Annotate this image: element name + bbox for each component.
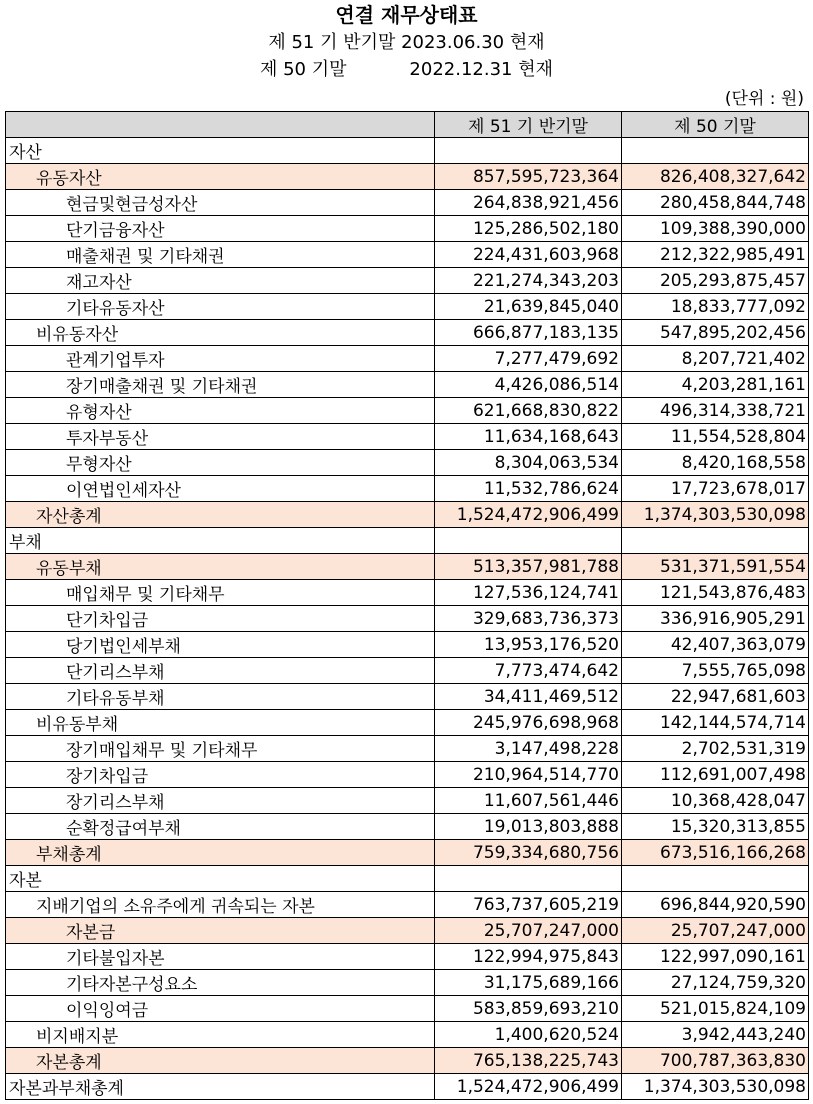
table-row (6, 398, 809, 424)
prior-period-value: 4,203,281,161 (622, 372, 809, 398)
current-period-value: 666,877,183,135 (435, 320, 622, 346)
prior-period-value: 1,374,303,530,098 (622, 1074, 809, 1100)
prior-period-value: 18,833,777,092 (622, 294, 809, 320)
period-current: 제 51 기 반기말 2023.06.30 현재 (268, 32, 545, 53)
prior-period-value: 109,388,390,000 (622, 216, 809, 242)
account-label: 비지배지분 (6, 1022, 435, 1048)
column-header-current: 제 51 기 반기말 (435, 112, 622, 138)
table-row (6, 320, 809, 346)
account-label: 현금및현금성자산 (6, 190, 435, 216)
table-row (6, 190, 809, 216)
current-period-value (435, 138, 622, 164)
current-period-value: 127,536,124,741 (435, 580, 622, 606)
account-label: 자산총계 (6, 502, 435, 528)
prior-period-value: 8,420,168,558 (622, 450, 809, 476)
table-row (6, 710, 809, 736)
current-period-value: 31,175,689,166 (435, 970, 622, 996)
table-row (6, 944, 809, 970)
prior-period-value: 205,293,875,457 (622, 268, 809, 294)
table-row (6, 918, 809, 944)
current-period-value: 583,859,693,210 (435, 996, 622, 1022)
table-row (6, 632, 809, 658)
account-label: 관계기업투자 (6, 346, 435, 372)
prior-period-value: 112,691,007,498 (622, 762, 809, 788)
table-row (6, 1074, 809, 1100)
account-label: 장기매입채무 및 기타채무 (6, 736, 435, 762)
table-row (6, 736, 809, 762)
current-period-value: 11,607,561,446 (435, 788, 622, 814)
table-row (6, 996, 809, 1022)
table-header-row (6, 112, 809, 138)
table-row (6, 294, 809, 320)
current-period-value: 264,838,921,456 (435, 190, 622, 216)
account-label: 자본 (6, 866, 435, 892)
prior-period-value: 122,997,090,161 (622, 944, 809, 970)
account-label: 유동부채 (6, 554, 435, 580)
table-row (6, 866, 809, 892)
current-period-value: 513,357,981,788 (435, 554, 622, 580)
current-period-value: 1,400,620,524 (435, 1022, 622, 1048)
account-label: 부채 (6, 528, 435, 554)
prior-period-value: 212,322,985,491 (622, 242, 809, 268)
account-label: 이익잉여금 (6, 996, 435, 1022)
account-label: 자본총계 (6, 1048, 435, 1074)
account-label: 매입채무 및 기타채무 (6, 580, 435, 606)
document-title: 연결 재무상태표 (335, 3, 478, 27)
current-period-value: 210,964,514,770 (435, 762, 622, 788)
table-row (6, 242, 809, 268)
prior-period-value: 10,368,428,047 (622, 788, 809, 814)
current-period-value: 7,277,479,692 (435, 346, 622, 372)
current-period-value: 13,953,176,520 (435, 632, 622, 658)
table-row (6, 450, 809, 476)
current-period-value: 857,595,723,364 (435, 164, 622, 190)
column-header-account (6, 112, 435, 138)
table-row (6, 892, 809, 918)
account-label: 무형자산 (6, 450, 435, 476)
account-label: 당기법인세부채 (6, 632, 435, 658)
current-period-value: 8,304,063,534 (435, 450, 622, 476)
current-period-value: 763,737,605,219 (435, 892, 622, 918)
account-label: 비유동자산 (6, 320, 435, 346)
table-row (6, 502, 809, 528)
prior-period-value: 3,942,443,240 (622, 1022, 809, 1048)
account-label: 장기차입금 (6, 762, 435, 788)
prior-period-value: 121,543,876,483 (622, 580, 809, 606)
prior-period-value: 696,844,920,590 (622, 892, 809, 918)
prior-period-value: 25,707,247,000 (622, 918, 809, 944)
current-period-value: 759,334,680,756 (435, 840, 622, 866)
table-row (6, 476, 809, 502)
prior-period-value: 280,458,844,748 (622, 190, 809, 216)
current-period-value: 1,524,472,906,499 (435, 1074, 622, 1100)
account-label: 순확정급여부채 (6, 814, 435, 840)
current-period-value: 621,668,830,822 (435, 398, 622, 424)
table-row (6, 684, 809, 710)
account-label: 자본과부채총계 (6, 1074, 435, 1100)
account-label: 장기매출채권 및 기타채권 (6, 372, 435, 398)
table-row (6, 372, 809, 398)
prior-period-value: 8,207,721,402 (622, 346, 809, 372)
unit-label: (단위 : 원) (724, 89, 804, 109)
prior-period-value: 142,144,574,714 (622, 710, 809, 736)
current-period-value: 125,286,502,180 (435, 216, 622, 242)
column-header-prior: 제 50 기말 (622, 112, 809, 138)
prior-period-value (622, 138, 809, 164)
prior-period-value: 17,723,678,017 (622, 476, 809, 502)
current-period-value: 329,683,736,373 (435, 606, 622, 632)
account-label: 단기리스부채 (6, 658, 435, 684)
table-row (6, 164, 809, 190)
table-row (6, 762, 809, 788)
table-row (6, 268, 809, 294)
prior-period-value: 700,787,363,830 (622, 1048, 809, 1074)
table-row (6, 580, 809, 606)
account-label: 자본금 (6, 918, 435, 944)
table-row (6, 788, 809, 814)
account-label: 비유동부채 (6, 710, 435, 736)
current-period-value: 11,532,786,624 (435, 476, 622, 502)
prior-period-value: 826,408,327,642 (622, 164, 809, 190)
balance-sheet-table (5, 111, 809, 1100)
account-label: 자산 (6, 138, 435, 164)
prior-period-value: 496,314,338,721 (622, 398, 809, 424)
current-period-value: 3,147,498,228 (435, 736, 622, 762)
prior-period-value: 521,015,824,109 (622, 996, 809, 1022)
prior-period-value: 7,555,765,098 (622, 658, 809, 684)
account-label: 기타유동부채 (6, 684, 435, 710)
account-label: 투자부동산 (6, 424, 435, 450)
table-row (6, 1022, 809, 1048)
table-body (6, 138, 809, 1100)
account-label: 부채총계 (6, 840, 435, 866)
current-period-value: 1,524,472,906,499 (435, 502, 622, 528)
prior-period-value: 547,895,202,456 (622, 320, 809, 346)
table-row (6, 346, 809, 372)
prior-period-value: 336,916,905,291 (622, 606, 809, 632)
account-label: 매출채권 및 기타채권 (6, 242, 435, 268)
table-row (6, 554, 809, 580)
table-row (6, 840, 809, 866)
period-prior: 제 50 기말 2022.12.31 현재 (259, 59, 553, 80)
table-row (6, 606, 809, 632)
account-label: 지배기업의 소유주에게 귀속되는 자본 (6, 892, 435, 918)
table-row (6, 138, 809, 164)
prior-period-value: 673,516,166,268 (622, 840, 809, 866)
prior-period-value: 1,374,303,530,098 (622, 502, 809, 528)
account-label: 유동자산 (6, 164, 435, 190)
account-label: 기타유동자산 (6, 294, 435, 320)
current-period-value: 21,639,845,040 (435, 294, 622, 320)
prior-period-value: 531,371,591,554 (622, 554, 809, 580)
account-label: 기타자본구성요소 (6, 970, 435, 996)
prior-period-value: 42,407,363,079 (622, 632, 809, 658)
table-row (6, 970, 809, 996)
table-row (6, 658, 809, 684)
table-row (6, 424, 809, 450)
current-period-value: 34,411,469,512 (435, 684, 622, 710)
current-period-value: 245,976,698,968 (435, 710, 622, 736)
table-row (6, 216, 809, 242)
prior-period-value: 27,124,759,320 (622, 970, 809, 996)
prior-period-value (622, 866, 809, 892)
current-period-value: 25,707,247,000 (435, 918, 622, 944)
prior-period-value: 22,947,681,603 (622, 684, 809, 710)
table-row (6, 528, 809, 554)
current-period-value: 224,431,603,968 (435, 242, 622, 268)
current-period-value: 7,773,474,642 (435, 658, 622, 684)
current-period-value: 122,994,975,843 (435, 944, 622, 970)
current-period-value: 221,274,343,203 (435, 268, 622, 294)
account-label: 장기리스부채 (6, 788, 435, 814)
current-period-value: 765,138,225,743 (435, 1048, 622, 1074)
table-row (6, 1048, 809, 1074)
prior-period-value (622, 528, 809, 554)
current-period-value: 11,634,168,643 (435, 424, 622, 450)
account-label: 유형자산 (6, 398, 435, 424)
prior-period-value: 15,320,313,855 (622, 814, 809, 840)
account-label: 기타불입자본 (6, 944, 435, 970)
table-row (6, 814, 809, 840)
prior-period-value: 2,702,531,319 (622, 736, 809, 762)
prior-period-value: 11,554,528,804 (622, 424, 809, 450)
account-label: 재고자산 (6, 268, 435, 294)
account-label: 단기금융자산 (6, 216, 435, 242)
account-label: 단기차입금 (6, 606, 435, 632)
current-period-value (435, 866, 622, 892)
current-period-value: 19,013,803,888 (435, 814, 622, 840)
current-period-value: 4,426,086,514 (435, 372, 622, 398)
current-period-value (435, 528, 622, 554)
account-label: 이연법인세자산 (6, 476, 435, 502)
